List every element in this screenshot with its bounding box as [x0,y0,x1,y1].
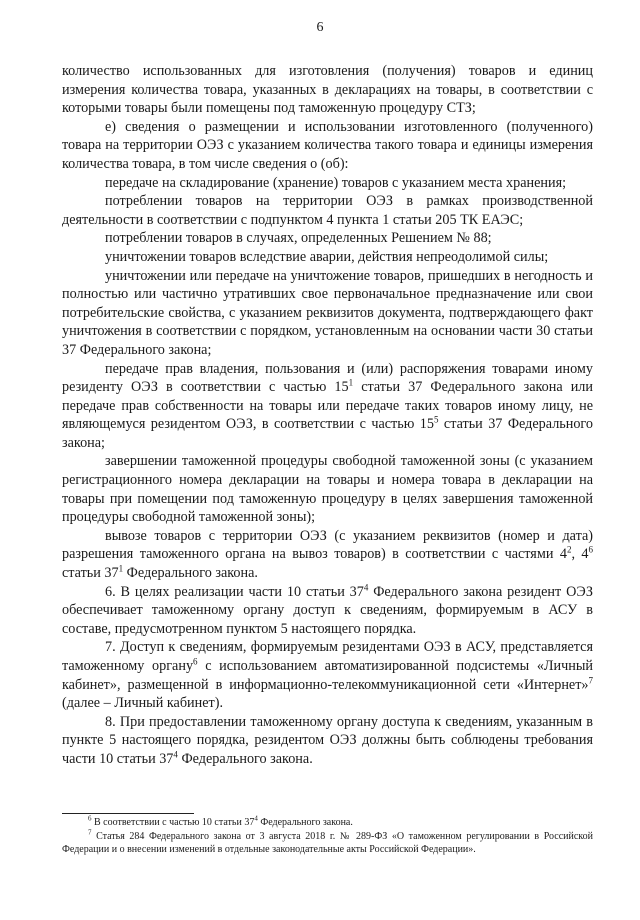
paragraph-destruction-accident: уничтожении товаров вследствие аварии, действия непреодолимой силы; [105,248,549,265]
paragraph-transfer-rights: передаче прав владения, пользования и (или) распоряжения товарами иному резиденту ОЭЗ в соответствии с частью $15^1$ статьи 37 Федерального закона или передаче прав собственности на товары или передаче таких товаров иному лицу, не являющемуся резидентом ОЭЗ, в соответствии с частью $15^5$ статьи 37 Федерального закона; [62,360,593,451]
paragraph-storage: передаче на складирование (хранение) товаров с указанием места хранения; [105,174,567,191]
paragraph-consumption-production: потреблении товаров на территории ОЭЗ в рамках производственной деятельности в соответствии с подпунктом 4 пункта 1 статьи 205 ТК ЕАЭС; [62,193,593,228]
paragraph-export: вывозе товаров с территории ОЭЗ (с указанием реквизитов (номер и дата) разрешения таможенного органа на вывоз товаров) в соответствии с частями $4^2$, $4^6$ статьи $37^1$ Федерального закона. [62,527,594,582]
footnote-separator [62,813,194,814]
paragraph-item-7: 7. Доступ к сведениям, формируемым резидентами ОЭЗ в АСУ, представляется таможенному органу$^6$ с использованием автоматизированной подсистемы «Личный кабинет», размещенной в информационно-телекоммуникационной сети «Интернет»$^7$ (далее – Личный кабинет). [62,639,593,712]
page-number: 6 [316,20,324,35]
paragraph-procedure-completion: завершении таможенной процедуры свободной таможенной зоны (с указанием регистрационного номера декларации на товары и номера товара в декларации на товары при помещении под таможенную процедуру в целях завершения таможенной процедуры свободной таможенной зоны); [62,453,593,526]
paragraph-item-e: е) сведения о размещении и использовании изготовленного (полученного) товара на территории ОЭЗ с указанием количества такого товара и единицы измерения количества товара, в том числе сведения о (об): [62,118,593,172]
footnote-7: $^7$ Статья 284 Федерального закона от 3 августа 2018 г. № 289-ФЗ «О таможенном регулировании в Российской Федерации и о внесении изменений в отдельные законодательные акты Российской Федерации». [62,828,593,855]
footnotes [62,816,593,857]
paragraph-goods-quantity: количество использованных для изготовления (получения) товаров и единиц измерения количества товара, указанных в декларациях на товары, в соответствии с которыми товары были помещены под таможенную процедуру СТЗ; [62,63,593,117]
document-body [62,62,593,769]
footnote-6: $^6$ В соответствии с частью 10 статьи $37^4$ Федерального закона. [88,814,353,828]
paragraph-item-6: 6. В целях реализации части 10 статьи $37^4$ Федерального закона резидент ОЭЗ обеспечивает таможенному органу доступ к сведениям, формируемым в АСУ в составе, предусмотренном пунктом 5 настоящего порядка. [62,581,593,637]
paragraph-consumption-decision-88: потреблении товаров в случаях, определенных Решением № 88; [105,230,492,247]
paragraph-destruction-unusable: уничтожении или передаче на уничтожение товаров, пришедших в негодность и полностью или частично утративших свое первоначальное предназначение или свои потребительские свойства, с указанием реквизитов документа, подтверждающего факт уничтожения в соответствии с порядком, установленным на основании части 30 статьи 37 Федерального закона; [62,267,593,358]
paragraph-item-8: 8. При предоставлении таможенному органу доступа к сведениям, указанным в пункте 5 настоящего порядка, резидентом ОЭЗ должны быть соблюдены требования части 10 статьи $37^4$ Федерального закона. [62,713,593,767]
